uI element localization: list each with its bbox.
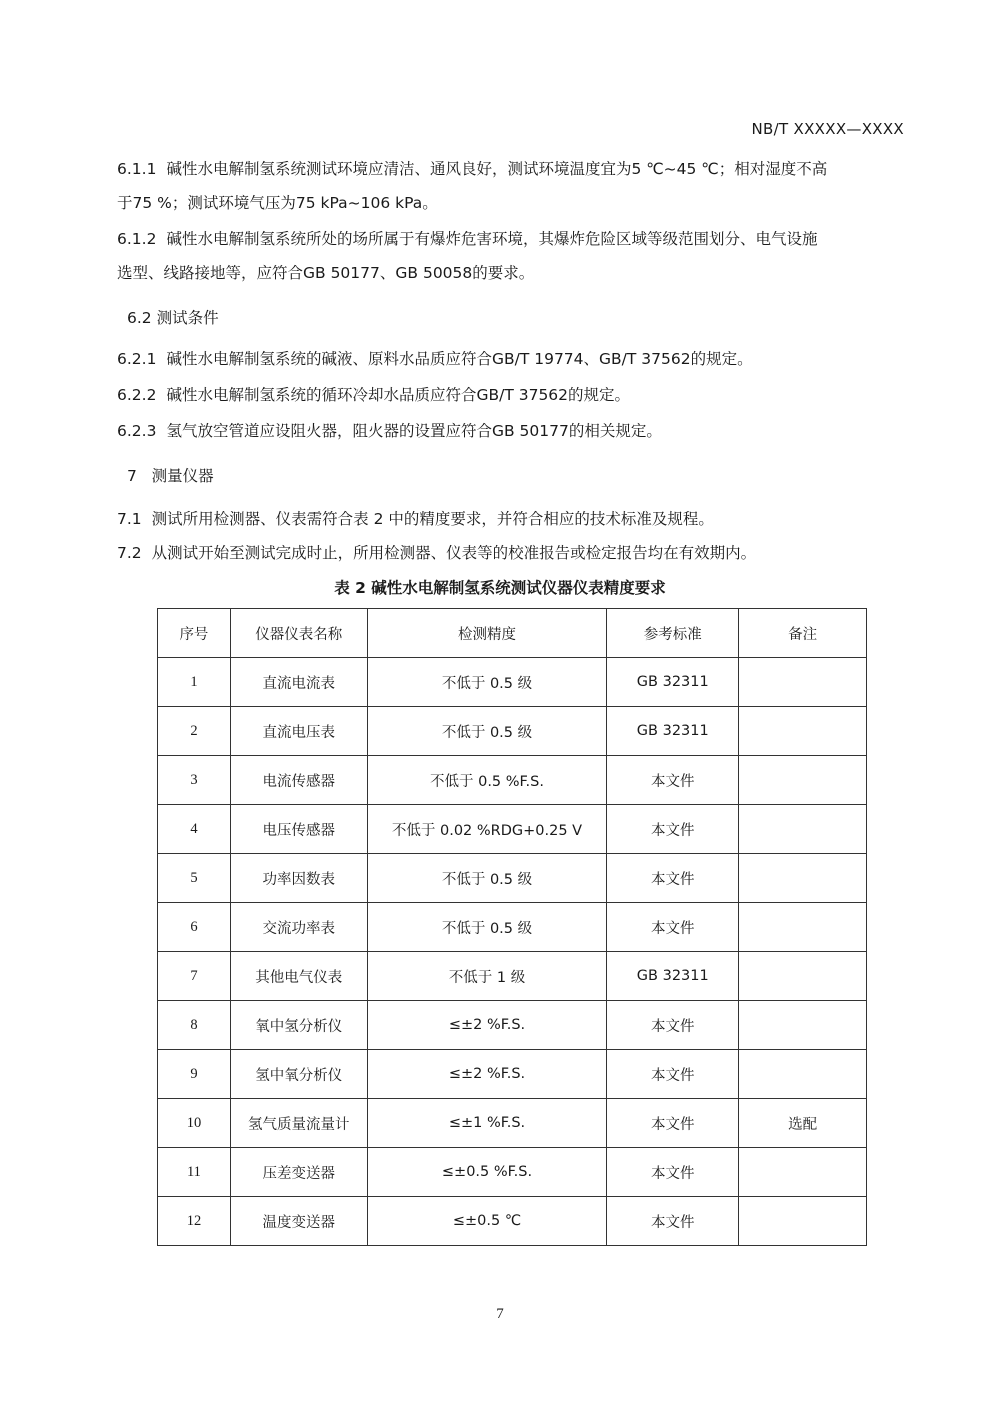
cell-remarks (739, 903, 867, 952)
cell-accuracy: ≤±1 %F.S. (367, 1099, 607, 1148)
cell-accuracy: 不低于 0.5 级 (367, 658, 607, 707)
cell-index: 12 (158, 1197, 231, 1246)
cell-accuracy: 不低于 0.5 级 (367, 854, 607, 903)
clause-6-1-2 (117, 222, 907, 290)
clause-number: 6.1.1 (117, 160, 157, 178)
cell-standard: 本文件 (607, 805, 739, 854)
clause-text: 测试所用检测器、仪表需符合表 2 中的精度要求，并符合相应的技术标准及规程。 (151, 510, 714, 528)
cell-standard: 本文件 (607, 1148, 739, 1197)
cell-index: 4 (158, 805, 231, 854)
cell-index: 10 (158, 1099, 231, 1148)
cell-standard: 本文件 (607, 756, 739, 805)
cell-remarks (739, 1148, 867, 1197)
clause-6-2-3 (117, 414, 907, 448)
cell-index: 9 (158, 1050, 231, 1099)
cell-instrument: 直流电压表 (230, 707, 367, 756)
cell-standard: GB 32311 (607, 658, 739, 707)
cell-instrument: 其他电气仪表 (230, 952, 367, 1001)
table-row (158, 658, 867, 707)
clause-7-1 (117, 502, 907, 536)
table-row (158, 1148, 867, 1197)
column-header-remarks: 备注 (739, 609, 867, 658)
cell-standard: GB 32311 (607, 707, 739, 756)
cell-remarks (739, 952, 867, 1001)
cell-standard: 本文件 (607, 1001, 739, 1050)
table-caption: 表 2 碱性水电解制氢系统测试仪器仪表精度要求 (334, 579, 666, 597)
table-row (158, 707, 867, 756)
cell-remarks (739, 707, 867, 756)
cell-instrument: 电压传感器 (230, 805, 367, 854)
cell-instrument: 氢中氧分析仪 (230, 1050, 367, 1099)
cell-index: 3 (158, 756, 231, 805)
cell-index: 8 (158, 1001, 231, 1050)
instrument-accuracy-table (157, 608, 867, 1246)
cell-index: 2 (158, 707, 231, 756)
document-id: NB/T XXXXX—XXXX (751, 120, 904, 138)
column-header-standard: 参考标准 (607, 609, 739, 658)
table-row (158, 1050, 867, 1099)
cell-remarks (739, 805, 867, 854)
cell-standard: 本文件 (607, 1050, 739, 1099)
clause-number: 7.1 (117, 510, 142, 528)
cell-instrument: 交流功率表 (230, 903, 367, 952)
cell-accuracy: 不低于 0.5 级 (367, 707, 607, 756)
cell-instrument: 直流电流表 (230, 658, 367, 707)
table-row (158, 903, 867, 952)
clause-text: 从测试开始至测试完成时止，所用检测器、仪表等的校准报告或检定报告均在有效期内。 (151, 544, 757, 562)
clause-text: 碱性水电解制氢系统所处的场所属于有爆炸危害环境，其爆炸危险区域等级范围划分、电气设施 (166, 230, 818, 248)
table-row (158, 805, 867, 854)
cell-remarks (739, 756, 867, 805)
table-row (158, 756, 867, 805)
page-number: 7 (496, 1306, 504, 1322)
cell-instrument: 氢气质量流量计 (230, 1099, 367, 1148)
table-row (158, 952, 867, 1001)
section-heading-6-2: 6.2 测试条件 (127, 309, 219, 327)
cell-accuracy: ≤±0.5 ℃ (367, 1197, 607, 1246)
cell-accuracy: 不低于 0.02 %RDG+0.25 V (367, 805, 607, 854)
clause-6-2-1 (117, 342, 907, 376)
clause-text-continued: 选型、线路接地等，应符合GB 50177、GB 50058的要求。 (117, 264, 535, 282)
cell-index: 5 (158, 854, 231, 903)
cell-instrument: 温度变送器 (230, 1197, 367, 1246)
column-header-accuracy: 检测精度 (367, 609, 607, 658)
clause-number: 6.2.1 (117, 350, 157, 368)
cell-standard: GB 32311 (607, 952, 739, 1001)
cell-index: 1 (158, 658, 231, 707)
clause-text-continued: 于75 %；测试环境气压为75 kPa~106 kPa。 (117, 194, 438, 212)
cell-standard: 本文件 (607, 903, 739, 952)
cell-accuracy: ≤±2 %F.S. (367, 1050, 607, 1099)
section-heading-7: 7 测量仪器 (127, 467, 214, 485)
cell-standard: 本文件 (607, 1197, 739, 1246)
cell-remarks (739, 1001, 867, 1050)
clause-text: 氢气放空管道应设阻火器，阻火器的设置应符合GB 50177的相关规定。 (166, 422, 662, 440)
cell-remarks: 选配 (739, 1099, 867, 1148)
table-row (158, 1099, 867, 1148)
cell-index: 6 (158, 903, 231, 952)
cell-accuracy: ≤±0.5 %F.S. (367, 1148, 607, 1197)
cell-accuracy: 不低于 0.5 级 (367, 903, 607, 952)
table-row (158, 1001, 867, 1050)
cell-remarks (739, 658, 867, 707)
cell-instrument: 电流传感器 (230, 756, 367, 805)
cell-instrument: 功率因数表 (230, 854, 367, 903)
clause-text: 碱性水电解制氢系统测试环境应清洁、通风良好，测试环境温度宜为5 ℃~45 ℃；相对湿度不高 (166, 160, 828, 178)
clause-number: 7.2 (117, 544, 142, 562)
clause-6-2-2 (117, 378, 907, 412)
column-header-index: 序号 (158, 609, 231, 658)
cell-instrument: 氧中氢分析仪 (230, 1001, 367, 1050)
cell-instrument: 压差变送器 (230, 1148, 367, 1197)
clause-7-2 (117, 536, 907, 570)
column-header-instrument: 仪器仪表名称 (230, 609, 367, 658)
clause-number: 6.2.3 (117, 422, 157, 440)
clause-number: 6.2.2 (117, 386, 157, 404)
table-row (158, 1197, 867, 1246)
table-row (158, 854, 867, 903)
clause-number: 6.1.2 (117, 230, 157, 248)
cell-remarks (739, 854, 867, 903)
cell-remarks (739, 1197, 867, 1246)
table-header-row (158, 609, 867, 658)
cell-index: 11 (158, 1148, 231, 1197)
clause-text: 碱性水电解制氢系统的碱液、原料水品质应符合GB/T 19774、GB/T 37562的规定。 (166, 350, 753, 368)
cell-remarks (739, 1050, 867, 1099)
cell-accuracy: 不低于 1 级 (367, 952, 607, 1001)
clause-text: 碱性水电解制氢系统的循环冷却水品质应符合GB/T 37562的规定。 (166, 386, 631, 404)
cell-accuracy: ≤±2 %F.S. (367, 1001, 607, 1050)
cell-index: 7 (158, 952, 231, 1001)
cell-standard: 本文件 (607, 1099, 739, 1148)
cell-accuracy: 不低于 0.5 %F.S. (367, 756, 607, 805)
cell-standard: 本文件 (607, 854, 739, 903)
clause-6-1-1 (117, 152, 907, 220)
